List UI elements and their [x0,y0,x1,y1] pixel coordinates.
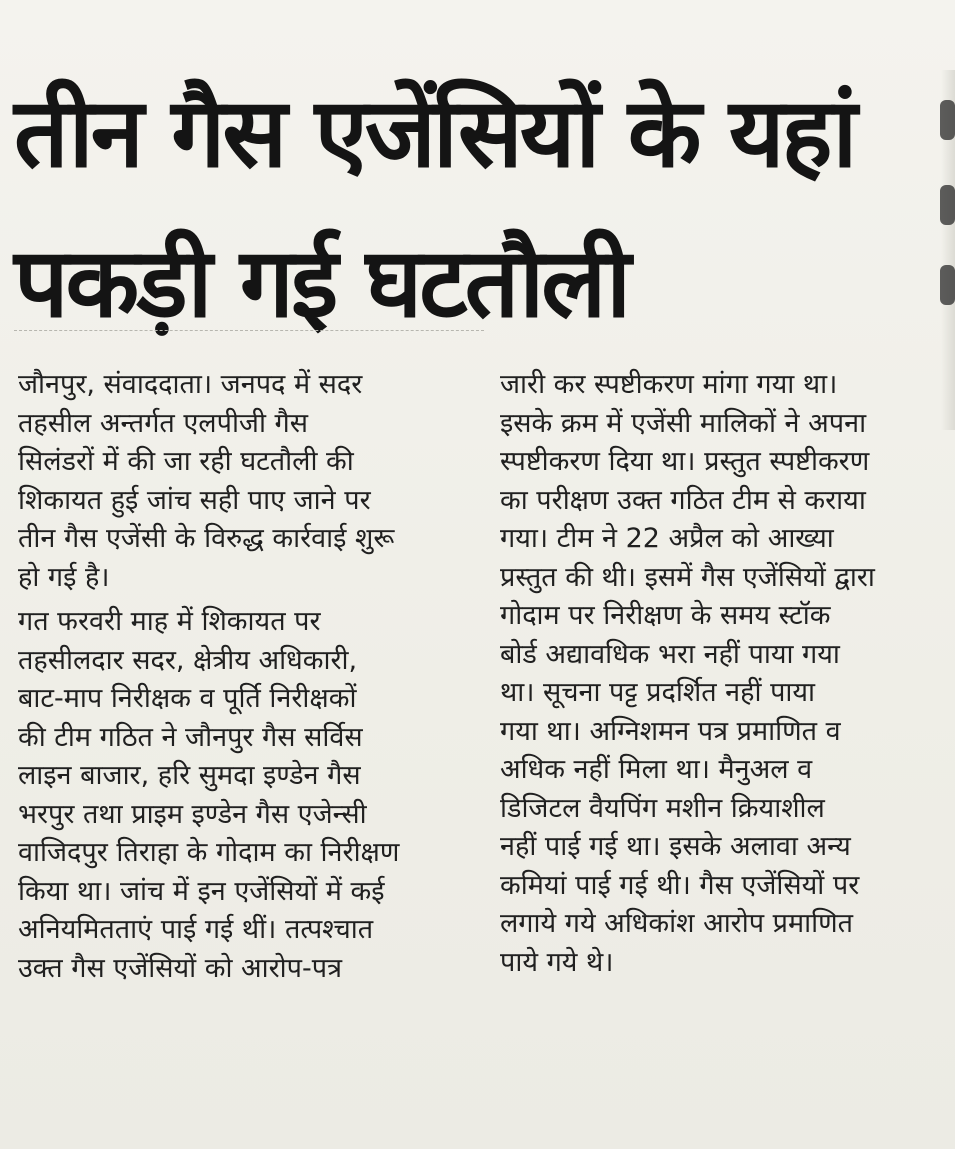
left-paragraph-1: जौनपुर, संवाददाता। जनपद में सदर तहसील अन्तर्गत एलपीजी गैस सिलंडरों में की जा रही घटतौली की शिकायत हुई जांच सही पाए जाने पर तीन गैस एजेंसी के विरुद्ध कार्रवाई शुरू हो गई है। [18,369,395,593]
headline-line-2: पकड़ी गई घटतौली [14,227,629,339]
headline-divider [14,330,484,331]
article-column-right [500,366,930,982]
adjacent-headline-fragment [940,265,955,305]
adjacent-headline-fragment [940,185,955,225]
headline-line-1: तीन गैस एजेंसियों के यहां [14,77,855,189]
left-paragraph-2: गत फरवरी माह में शिकायत पर तहसीलदार सदर, क्षेत्रीय अधिकारी, बाट-माप निरीक्षक व पूर्ति निरीक्षकों की टीम गठित ने जौनपुर गैस सर्विस लाइन बाजार, हरि सुमदा इण्डेन गैस भरपुर तथा प्राइम इण्डेन गैस एजेन्सी वाजिदपुर तिराहा के गोदाम का निरीक्षण किया था। जांच में इन एजेंसियों में कई अनियमितताएं पाई गई थीं। तत्पश्चात उक्त गैस एजेंसियों को आरोप-पत्र [18,606,400,984]
right-paragraph-1: जारी कर स्पष्टीकरण मांगा गया था। इसके क्रम में एजेंसी मालिकों ने अपना स्पष्टीकरण दिया था। प्रस्तुत स्पष्टीकरण का परीक्षण उक्त गठित टीम से कराया गया। टीम ने 22 अप्रैल को आख्या प्रस्तुत की थी। इसमें गैस एजेंसियों द्वारा गोदाम पर निरीक्षण के समय स्टॉक बोर्ड अद्यावधिक भरा नहीं पाया गया था। सूचना पट्ट प्रदर्शित नहीं पाया गया था। अग्निशमन पत्र प्रमाणित व अधिक नहीं मिला था। मैनुअल व डिजिटल वैयपिंग मशीन क्रियाशील नहीं पाई गई था। इसके अलावा अन्य कमियां पाई गई थी। गैस एजेंसियों पर लगाये गये अधिकांश आरोप प्रमाणित पाये गये थे। [500,369,875,978]
adjacent-headline-fragment [940,100,955,140]
article-column-left [18,366,468,988]
article-headline [14,58,914,358]
